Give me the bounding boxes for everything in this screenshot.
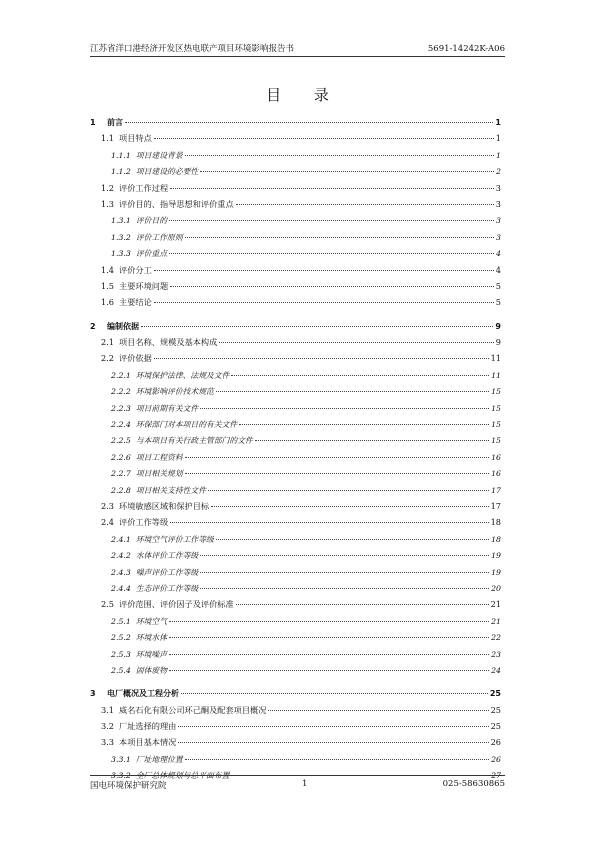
toc-entry-title: 评价目的、指导思想和评价重点	[119, 198, 234, 209]
toc-entry-number: 1.5	[101, 280, 115, 291]
toc-entry[interactable]	[90, 599, 501, 615]
toc-entry-number: 1.3.3	[111, 249, 131, 259]
toc-entry[interactable]	[90, 199, 501, 215]
section-gap	[90, 681, 501, 688]
toc-entry[interactable]	[90, 133, 501, 149]
toc-entry[interactable]	[90, 468, 501, 484]
toc-entry-title: 噪声评价工作等级	[135, 567, 199, 577]
toc-entry[interactable]	[90, 632, 501, 648]
section-gap	[90, 314, 501, 321]
footer-phone: 025-58630865	[442, 779, 505, 789]
toc-leader-dots	[169, 654, 489, 655]
toc-entry-number: 2.4	[101, 517, 115, 528]
toc-entry-page: 19	[491, 551, 501, 561]
toc-entry-page: 22	[491, 633, 501, 643]
toc-entry-page: 24	[491, 665, 501, 675]
toc-entry-page: 11	[491, 370, 501, 380]
toc-entry-number: 2.2.8	[111, 485, 131, 495]
toc-leader-dots	[185, 759, 489, 760]
toc-entry-page: 16	[491, 452, 501, 462]
toc-entry[interactable]	[90, 232, 501, 248]
toc-entry-number: 2.2.7	[111, 469, 131, 479]
toc-leader-dots	[255, 440, 489, 441]
toc-entry-number: 2.5	[101, 599, 115, 610]
toc-leader-dots	[125, 122, 493, 123]
toc-entry-number: 1	[90, 118, 96, 127]
toc-entry-number: 1.6	[101, 297, 115, 308]
toc-entry-title: 环境水体	[135, 633, 168, 643]
toc-entry-page: 4	[496, 249, 501, 259]
toc-entry-page: 15	[491, 420, 501, 430]
toc-entry-title: 前言	[107, 118, 123, 127]
toc-entry-page: 25	[489, 689, 501, 699]
toc-leader-dots	[185, 237, 494, 238]
toc-entry-title: 编制依据	[107, 321, 139, 331]
toc-entry-page: 1	[496, 150, 501, 160]
toc-leader-dots	[211, 506, 488, 507]
toc-leader-dots	[178, 742, 488, 743]
toc-entry-page: 9	[495, 321, 501, 331]
footer-rule	[90, 775, 505, 776]
toc-entry-title: 评价范围、评价因子及评价标准	[119, 599, 234, 610]
toc-entry-page: 27	[491, 771, 501, 781]
toc-entry-title: 评价重点	[135, 249, 168, 259]
toc-entry[interactable]	[90, 485, 501, 501]
toc-entry-number: 1.4	[101, 264, 115, 275]
toc-leader-dots	[170, 522, 488, 523]
toc-leader-dots	[236, 204, 494, 205]
toc-entry[interactable]	[90, 616, 501, 632]
toc-entry-title: 项目工程资料	[135, 452, 183, 462]
toc-entry-number: 2.2.3	[111, 403, 131, 413]
toc-entry-title: 环境保护法律、法规及文件	[135, 370, 230, 380]
toc-entry[interactable]	[90, 321, 501, 337]
toc-leader-dots	[169, 637, 489, 638]
toc-entry-title: 环保部门对本项目的有关文件	[135, 420, 238, 430]
toc-entry-page: 26	[490, 737, 501, 748]
toc-entry-page: 20	[491, 583, 501, 593]
toc-entry-page: 18	[490, 517, 501, 528]
toc-entry[interactable]	[90, 419, 501, 435]
toc-leader-dots	[200, 408, 489, 409]
toc-entry-page: 26	[491, 754, 501, 764]
toc-leader-dots	[239, 424, 489, 425]
toc-entry-title: 项目建设的必要性	[135, 167, 199, 177]
toc-entry-title: 固体废物	[135, 665, 168, 675]
toc-leader-dots	[170, 188, 494, 189]
toc-entry-number: 2.5.3	[111, 649, 131, 659]
toc-entry-number: 1.1.1	[111, 150, 131, 160]
toc-entry[interactable]	[90, 353, 501, 369]
toc-entry[interactable]	[90, 721, 501, 737]
toc-entry[interactable]	[90, 754, 501, 770]
toc-entry[interactable]	[90, 183, 501, 199]
toc-entry[interactable]	[90, 534, 501, 550]
toc-entry-number: 2.1	[101, 337, 115, 348]
toc-entry-title: 生态评价工作等级	[135, 583, 199, 593]
toc-entry[interactable]	[90, 550, 501, 566]
toc-leader-dots	[236, 604, 489, 605]
toc-entry[interactable]	[90, 166, 501, 182]
toc-entry-page: 15	[491, 387, 501, 397]
toc-entry-number: 3.2	[101, 721, 115, 732]
toc-entry-title: 评价目的	[135, 216, 168, 226]
toc-leader-dots	[181, 693, 488, 694]
toc-entry-title: 环境空气评价工作等级	[135, 534, 214, 544]
toc-entry-number: 2	[90, 321, 96, 331]
toc-entry-title: 环境噪声	[135, 649, 168, 659]
toc-entry-title: 环境空气	[135, 616, 168, 626]
toc-entry[interactable]	[90, 150, 501, 166]
toc-entry[interactable]	[90, 452, 501, 468]
toc-entry[interactable]	[90, 215, 501, 231]
toc-entry-number: 1.2	[101, 182, 115, 193]
header-rule	[90, 56, 505, 57]
header-document-title: 江苏省洋口港经济开发区热电联产项目环境影响报告书	[90, 44, 295, 54]
toc-entry[interactable]	[90, 737, 501, 753]
toc-leader-dots	[231, 375, 489, 376]
toc-entry-page: 1	[495, 133, 501, 144]
toc-entry-page: 17	[490, 500, 501, 511]
toc-entry-page: 9	[495, 337, 501, 348]
toc-leader-dots	[170, 286, 494, 287]
toc-leader-dots	[169, 220, 494, 221]
toc-entry[interactable]	[90, 567, 501, 583]
toc-entry-title: 主要环境问题	[119, 280, 169, 291]
toc-entry-page: 16	[491, 469, 501, 479]
toc-entry-number: 3	[90, 689, 96, 699]
toc-entry-title: 项目相关支持性文件	[135, 485, 207, 495]
footer-page-number: 1	[302, 779, 308, 789]
toc-entry-title: 电厂概况及工程分析	[107, 689, 179, 699]
toc-entry-number: 2.4.4	[111, 583, 131, 593]
toc-leader-dots	[200, 555, 489, 556]
toc-entry-number: 2.4.1	[111, 534, 131, 544]
toc-entry-page: 3	[495, 198, 501, 209]
toc-leader-dots	[268, 710, 488, 711]
toc-entry[interactable]	[90, 281, 501, 297]
toc-leader-dots	[185, 473, 489, 474]
toc-entry[interactable]	[90, 705, 501, 721]
toc-leader-dots	[200, 588, 489, 589]
toc-entry-page: 15	[491, 436, 501, 446]
toc-leader-dots	[219, 342, 493, 343]
toc-entry-number: 2.5.4	[111, 665, 131, 675]
toc-entry-page: 11	[490, 353, 501, 364]
toc-entry-number: 2.5.1	[111, 616, 131, 626]
toc-entry-page: 21	[490, 599, 501, 610]
toc-entry-title: 水体评价工作等级	[135, 551, 199, 561]
toc-entry-number: 1.3	[101, 198, 115, 209]
page-title: 目 录	[266, 86, 343, 104]
toc-leader-dots	[200, 572, 489, 573]
toc-entry-title: 项目特点	[119, 133, 152, 144]
toc-entry-title: 项目相关规划	[135, 469, 183, 479]
toc-entry-title: 厂址选择的理由	[119, 721, 177, 732]
toc-entry-title: 项目前期有关文件	[135, 403, 199, 413]
toc-entry[interactable]	[90, 688, 501, 704]
toc-entry[interactable]	[90, 403, 501, 419]
toc-entry-title: 项目建设背景	[135, 150, 183, 160]
toc-entry-title: 厂址地理位置	[135, 754, 183, 764]
toc-entry-title: 本项目基本情况	[119, 737, 177, 748]
toc-entry-number: 2.2.1	[111, 370, 131, 380]
toc-entry-title: 与本项目有关行政主管部门的文件	[135, 436, 253, 446]
toc-entry[interactable]	[90, 517, 501, 533]
toc-entry-page: 3	[496, 232, 501, 242]
toc-entry[interactable]	[90, 248, 501, 264]
toc-entry-page: 15	[491, 403, 501, 413]
toc-entry-number: 2.5.2	[111, 633, 131, 643]
toc-leader-dots	[185, 457, 489, 458]
page-header	[90, 40, 505, 54]
toc-entry-title: 威名石化有限公司环己酮及配套项目概况	[119, 704, 267, 715]
toc-entry-number: 3.3	[101, 737, 115, 748]
toc-entry-number: 2.3	[101, 500, 115, 511]
toc-entry-number: 1.3.1	[111, 216, 131, 226]
toc-entry-title: 主要结论	[119, 297, 152, 308]
toc-entry-number: 3.1	[101, 704, 115, 715]
toc-entry-page: 19	[491, 567, 501, 577]
toc-entry-page: 21	[491, 616, 501, 626]
toc-entry-page: 3	[495, 182, 501, 193]
toc-entry-title: 评价工作过程	[119, 182, 169, 193]
toc-entry[interactable]	[90, 583, 501, 599]
toc-entry-number: 1.1.2	[111, 167, 131, 177]
toc-entry-page: 1	[495, 118, 501, 127]
toc-entry[interactable]	[90, 265, 501, 281]
toc-leader-dots	[178, 726, 488, 727]
toc-leader-dots	[200, 171, 494, 172]
toc-entry-page: 25	[490, 721, 501, 732]
toc-entry[interactable]	[90, 665, 501, 681]
toc-entry-title: 环境敏感区域和保护目标	[119, 500, 210, 511]
header-document-code: 5691-14242K-A06	[427, 44, 505, 54]
toc-entry-number: 2.2	[101, 353, 115, 364]
toc-entry-page: 18	[491, 534, 501, 544]
toc-entry[interactable]	[90, 370, 501, 386]
toc-entry-page: 5	[495, 280, 501, 291]
toc-entry[interactable]	[90, 117, 501, 133]
toc-leader-dots	[154, 358, 489, 359]
toc-entry-title: 环境影响评价技术规范	[135, 387, 214, 397]
toc-entry[interactable]	[90, 435, 501, 451]
toc-leader-dots	[169, 621, 489, 622]
toc-entry-number: 2.2.6	[111, 452, 131, 462]
toc-entry-number: 1.3.2	[111, 232, 131, 242]
toc-entry-page: 3	[496, 216, 501, 226]
toc-leader-dots	[208, 490, 489, 491]
toc-leader-dots	[141, 326, 493, 327]
toc-entry-page: 4	[495, 264, 501, 275]
toc-leader-dots	[216, 539, 489, 540]
toc-leader-dots	[154, 270, 494, 271]
toc-entry-number: 1.1	[101, 133, 115, 144]
toc-entry-number: 2.2.5	[111, 436, 131, 446]
toc-entry-page: 23	[491, 649, 501, 659]
toc-entry[interactable]	[90, 649, 501, 665]
toc-entry[interactable]	[90, 337, 501, 353]
toc-entry-page: 2	[496, 167, 501, 177]
toc-entry-number: 2.2.4	[111, 420, 131, 430]
toc-leader-dots	[154, 138, 494, 139]
toc-entry[interactable]	[90, 501, 501, 517]
toc-entry-title: 项目名称、规模及基本构成	[119, 337, 218, 348]
toc-entry-number: 2.2.2	[111, 387, 131, 397]
toc-entry-title: 评价依据	[119, 353, 152, 364]
toc-entry-page: 5	[495, 297, 501, 308]
toc-entry-page: 25	[490, 704, 501, 715]
toc-entry-number: 2.4.2	[111, 551, 131, 561]
toc-entry-page: 17	[491, 485, 501, 495]
toc-leader-dots	[154, 302, 494, 303]
footer-organization: 国电环境保护研究院	[90, 781, 167, 791]
toc-entry-title: 评价工作原则	[135, 232, 183, 242]
toc-leader-dots	[169, 253, 494, 254]
toc-entry[interactable]	[90, 386, 501, 402]
toc-leader-dots	[169, 670, 489, 671]
toc-leader-dots	[185, 155, 494, 156]
toc-leader-dots	[216, 391, 489, 392]
toc-entry-number: 2.4.3	[111, 567, 131, 577]
toc-entry[interactable]	[90, 297, 501, 313]
toc-entry-number: 3.3.1	[111, 754, 131, 764]
toc-entry-number: 3.3.2	[111, 771, 131, 781]
table-of-contents	[90, 117, 501, 787]
toc-entry-title: 评价工作等级	[119, 517, 169, 528]
toc-entry-title: 全厂总体规划与总平面布置	[135, 771, 230, 781]
toc-entry-title: 评价分工	[119, 264, 152, 275]
